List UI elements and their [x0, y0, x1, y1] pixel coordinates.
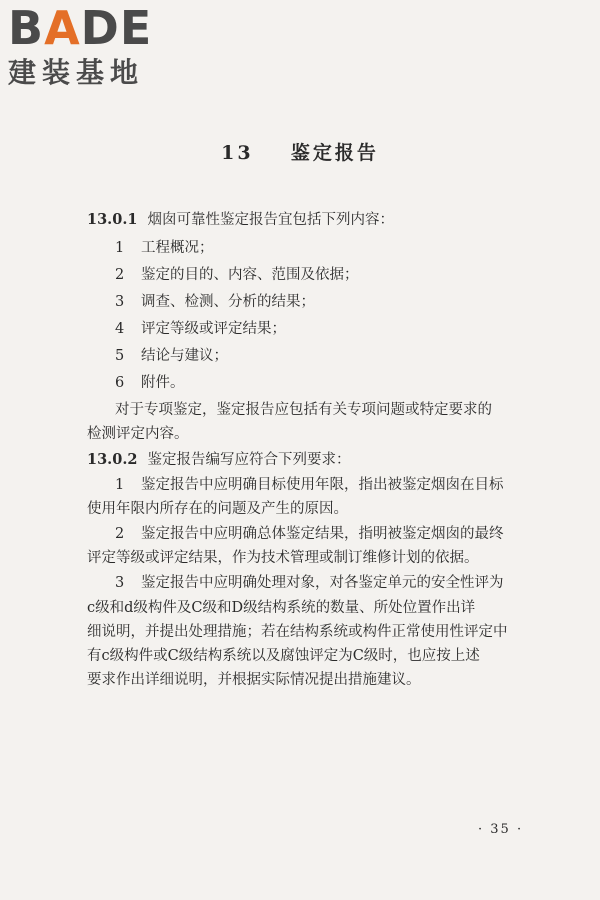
item-text: 鉴定报告中应明确总体鉴定结果，指明被鉴定烟囱的最终 [141, 526, 504, 542]
item-text: 鉴定报告中应明确处理对象，对各鉴定单元的安全性评为 [141, 575, 504, 591]
list-item [115, 373, 185, 393]
list-item [115, 573, 504, 593]
item-number: 2 [115, 526, 125, 542]
item-number: 1 [115, 477, 125, 493]
paragraph-line: 要求作出详细说明，并根据实际情况提出措施建议。 [87, 672, 421, 688]
logo-letter-b: B [8, 1, 45, 55]
paragraph-line: 对于专项鉴定，鉴定报告应包括有关专项问题或特定要求的 [115, 402, 492, 418]
item-number: 3 [115, 294, 125, 310]
clause-text: 烟囱可靠性鉴定报告宜包括下列内容： [147, 212, 394, 228]
paragraph-line: 细说明，并提出处理措施；若在结构系统或构件正常使用性评定中 [87, 624, 508, 640]
chapter-number: 13 [221, 142, 254, 164]
paragraph-line: 使用年限内所存在的问题及产生的原因。 [87, 501, 348, 517]
list-item [115, 265, 359, 285]
item-number: 1 [115, 240, 125, 256]
item-number: 5 [115, 348, 125, 364]
chapter-title [0, 138, 600, 165]
chapter-title-text: 鉴定报告 [290, 142, 379, 164]
brand-logo [8, 2, 178, 90]
paragraph-line: 检测评定内容。 [87, 426, 189, 442]
list-item [115, 346, 228, 366]
item-text: 工程概况； [141, 240, 214, 256]
item-text: 评定等级或评定结果； [141, 321, 286, 337]
paragraph-line: 评定等级或评定结果，作为技术管理或制订维修计划的依据。 [87, 550, 479, 566]
clause-text: 鉴定报告编写应符合下列要求： [147, 452, 351, 468]
item-text: 调查、检测、分析的结果； [141, 294, 315, 310]
list-item [115, 292, 315, 312]
clause-13-0-2 [87, 450, 350, 470]
clause-number: 13.0.1 [87, 211, 138, 228]
paragraph-line: c级和d级构件及C级和D级结构系统的数量、所处位置作出详 [87, 600, 476, 616]
paragraph-line: 有c级构件或C级结构系统以及腐蚀评定为C级时，也应按上述 [87, 648, 480, 664]
item-text: 鉴定的目的、内容、范围及依据； [141, 267, 359, 283]
item-text: 附件。 [141, 375, 185, 391]
list-item [115, 238, 214, 258]
item-number: 4 [115, 321, 125, 337]
logo-letter-a: A [44, 1, 81, 55]
logo-wordmark [8, 2, 178, 54]
item-text: 鉴定报告中应明确目标使用年限，指出被鉴定烟囱在目标 [141, 477, 504, 493]
list-item [115, 524, 504, 544]
logo-letters-de: DE [80, 1, 153, 55]
clause-number: 13.0.2 [87, 451, 138, 468]
clause-13-0-1 [87, 210, 394, 230]
logo-subtitle: 建装基地 [8, 56, 145, 89]
list-item [115, 319, 286, 339]
list-item [115, 475, 504, 495]
item-number: 3 [115, 575, 125, 591]
item-number: 2 [115, 267, 125, 283]
item-text: 结论与建议； [141, 348, 228, 364]
page-number: · 35 · [478, 822, 524, 837]
item-number: 6 [115, 375, 125, 391]
